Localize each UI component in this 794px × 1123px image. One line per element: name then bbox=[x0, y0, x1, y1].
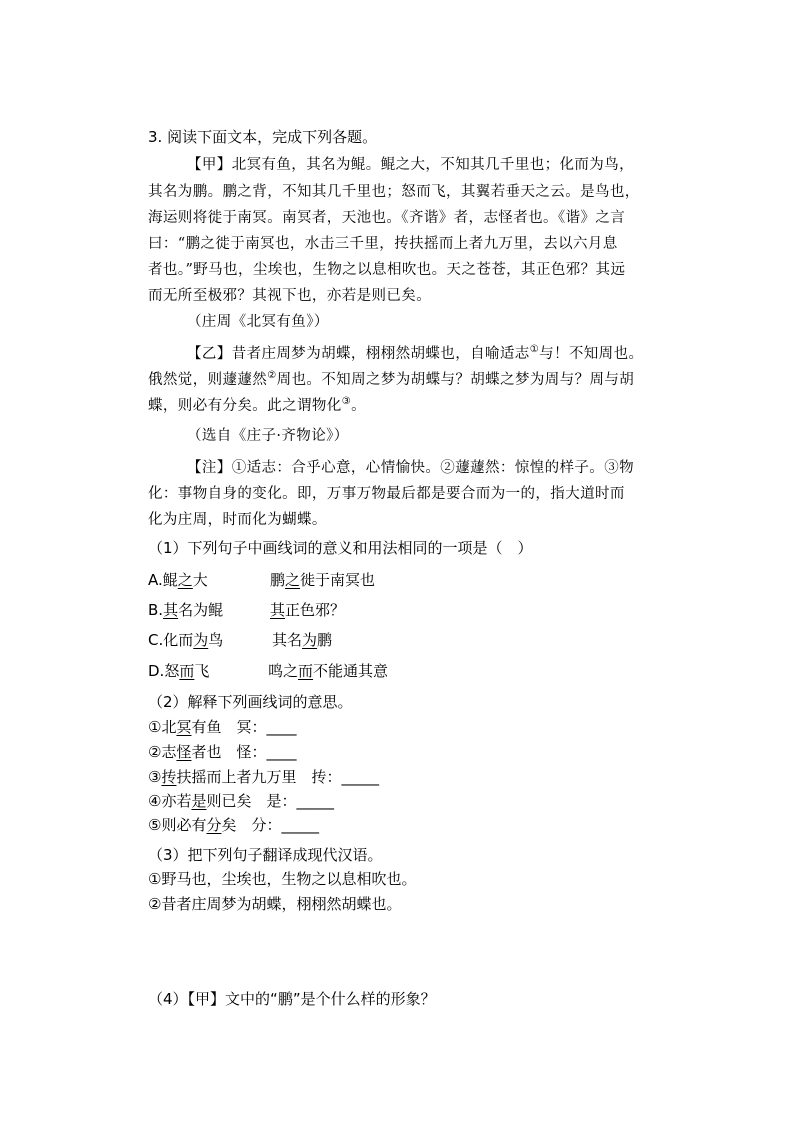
passage-yi-line bbox=[187, 344, 643, 364]
footnote-marker: ② bbox=[267, 370, 277, 381]
option-a-second bbox=[270, 570, 375, 590]
option-b-second bbox=[270, 600, 345, 620]
text-segment: 则已矣 是：_____ bbox=[206, 792, 334, 810]
text-segment: ④亦若 bbox=[148, 792, 192, 810]
part-2-prompt: （2）解释下列画线词的意思。 bbox=[148, 693, 353, 711]
text-segment: 【乙】昔者庄周梦为胡蝶，栩栩然胡蝶也，自喻适志 bbox=[187, 346, 530, 362]
passage-jia-line: 曰：“鹏之徙于南冥也，水击三千里，抟扶摇而上者九万里，去以六月息 bbox=[148, 236, 618, 252]
part-3-prompt: （3）把下列句子翻译成现代汉语。 bbox=[148, 846, 383, 864]
part-3-item: ②昔者庄周梦为胡蝶，栩栩然胡蝶也。 bbox=[148, 895, 402, 913]
text-segment: 名为鲲 bbox=[178, 601, 224, 619]
passage-jia-line: 者也。”野马也，尘埃也，生物之以息相吹也。天之苍苍，其正色邪？其远 bbox=[148, 262, 626, 278]
text-segment: C.化而 bbox=[148, 631, 194, 649]
underlined-word: 冥 bbox=[176, 718, 192, 736]
text-segment: 俄然觉，则蘧蘧然 bbox=[148, 372, 268, 388]
part-3-item: ①野马也，尘埃也，生物之以息相吹也。 bbox=[148, 870, 417, 888]
text-segment: 飞 bbox=[194, 662, 210, 680]
part-4-prompt: （4）【甲】文中的“鹏”是个什么样的形象？ bbox=[148, 990, 436, 1008]
question-heading: 3. 阅读下面文本，完成下列各题。 bbox=[148, 128, 378, 146]
option-b bbox=[148, 600, 223, 620]
text-segment: 鹏 bbox=[270, 571, 286, 589]
text-segment: ①北 bbox=[148, 718, 177, 736]
text-segment: 。 bbox=[351, 398, 366, 414]
text-segment: 者也 怪：____ bbox=[191, 743, 297, 761]
passage-yi-line bbox=[148, 396, 366, 416]
underlined-word: 为 bbox=[193, 631, 209, 649]
note-line: 化：事物自身的变化。即，万事万物最后都是要合而为一的，指大道时而 bbox=[148, 486, 625, 502]
passage-jia-line: 而无所至极邪？其视下也，亦若是则已矣。 bbox=[148, 288, 432, 304]
underlined-word: 而 bbox=[179, 662, 195, 680]
passage-yi-source: （选自《庄子·齐物论》） bbox=[187, 428, 349, 444]
text-segment: 矣 分：_____ bbox=[221, 816, 319, 834]
underlined-word: 怪 bbox=[176, 743, 192, 761]
option-c-second bbox=[272, 630, 332, 650]
footnote-marker: ① bbox=[529, 344, 540, 355]
underlined-word: 之 bbox=[177, 571, 193, 589]
text-segment: ⑤则必有 bbox=[148, 816, 207, 834]
part-2-item bbox=[148, 742, 296, 762]
underlined-word: 分 bbox=[206, 816, 222, 834]
text-segment: 鹏 bbox=[317, 631, 333, 649]
text-segment: B. bbox=[148, 601, 164, 619]
text-segment: 蝶，则必有分矣。此之谓物化 bbox=[148, 398, 342, 414]
part-2-item bbox=[148, 767, 379, 787]
option-a bbox=[148, 570, 208, 590]
text-segment: 不能通其意 bbox=[313, 662, 389, 680]
text-segment: 大 bbox=[192, 571, 208, 589]
passage-yi-line bbox=[148, 370, 634, 390]
text-segment: A.鲲 bbox=[148, 571, 178, 589]
underlined-word: 为 bbox=[302, 631, 318, 649]
part-2-item bbox=[148, 791, 334, 811]
text-segment: ②志 bbox=[148, 743, 177, 761]
part-2-item bbox=[148, 815, 319, 835]
passage-jia-line: 海运则将徙于南冥。南冥者，天池也。《齐谐》者，志怪者也。《谐》之言 bbox=[148, 210, 626, 226]
passage-jia-source: （庄周《北冥有鱼》） bbox=[187, 314, 329, 330]
option-d bbox=[148, 661, 209, 681]
text-segment: 鸣之 bbox=[268, 662, 299, 680]
text-segment: 有鱼 冥：____ bbox=[191, 718, 297, 736]
text-segment: 其名 bbox=[272, 631, 303, 649]
underlined-word: 其 bbox=[163, 601, 179, 619]
underlined-word: 之 bbox=[285, 571, 301, 589]
text-segment: 与！不知周也。 bbox=[539, 346, 644, 362]
part-1-prompt: （1）下列句子中画线词的意义和用法相同的一项是（ ） bbox=[148, 539, 533, 557]
footnote-marker: ③ bbox=[341, 396, 352, 407]
underlined-word: 是 bbox=[191, 792, 207, 810]
text-segment: 周也。不知周之梦为胡蝶与？胡蝶之梦为周与？周与胡 bbox=[276, 372, 635, 388]
text-segment: 扶摇而上者九万里 抟：_____ bbox=[176, 768, 379, 786]
text-segment: 鸟 bbox=[208, 631, 224, 649]
option-c bbox=[148, 630, 223, 650]
text-segment: ③ bbox=[148, 768, 162, 786]
underlined-word: 其 bbox=[270, 601, 286, 619]
option-d-second bbox=[268, 661, 388, 681]
text-segment: 正色邪？ bbox=[285, 601, 346, 619]
underlined-word: 抟 bbox=[161, 768, 177, 786]
passage-jia-line: 其名为鹏。鹏之背，不知其几千里也；怒而飞，其翼若垂天之云。是鸟也， bbox=[148, 184, 640, 200]
text-segment: 徙于南冥也 bbox=[300, 571, 376, 589]
passage-jia-line: 【甲】北冥有鱼，其名为鲲。鲲之大，不知其几千里也；化而为鸟， bbox=[187, 157, 634, 173]
text-segment: D.怒 bbox=[148, 662, 180, 680]
underlined-word: 而 bbox=[298, 662, 314, 680]
note-line: 【注】①适志：合乎心意，心情愉快。②蘧蘧然：惊惶的样子。③物 bbox=[187, 460, 634, 476]
part-2-item bbox=[148, 717, 296, 737]
note-line: 化为庄周，时而化为蝴蝶。 bbox=[148, 512, 327, 528]
